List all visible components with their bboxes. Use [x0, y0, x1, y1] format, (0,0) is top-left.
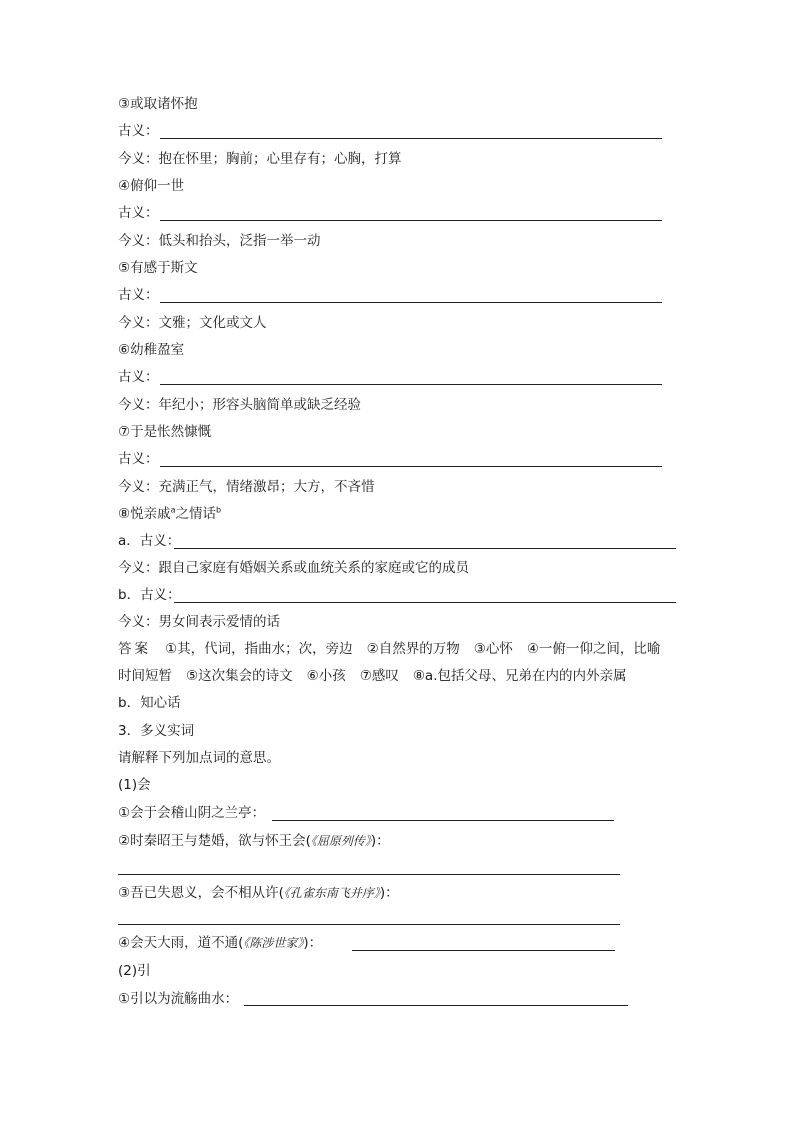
question	[118, 934, 322, 952]
heading-mid: 之情话	[175, 506, 217, 522]
jin-yi-text: 今义：抱在怀里；胸前；心里存有；心胸，打算	[118, 151, 402, 167]
answer-part: ④一俯一仰之间，比喻	[526, 641, 661, 657]
question: ①引以为流觞曲水：	[118, 991, 239, 1007]
subsection-title: (1)会	[118, 777, 151, 793]
gu-yi-label: 古义：	[118, 287, 159, 303]
answer-blank[interactable]	[160, 466, 662, 467]
gu-yi-label: 古义：	[118, 369, 159, 385]
jin-yi-text: 今义：年纪小；形容头脑简单或缺乏经验	[118, 397, 361, 413]
answer-line-2	[118, 667, 627, 685]
question-text: ③吾已失恩义，会不相从许(	[118, 885, 284, 901]
question: ①会于会稽山阴之兰亭：	[118, 805, 266, 821]
answer-blank[interactable]	[160, 220, 662, 221]
answer-blank[interactable]	[160, 302, 662, 303]
answer-blank[interactable]	[174, 548, 676, 549]
item-heading	[118, 505, 221, 523]
section-instruction: 请解释下列加点词的意思。	[118, 750, 280, 766]
answer-part: ⑤这次集会的诗文	[186, 668, 293, 684]
item-heading: ⑤有感于斯文	[118, 260, 198, 276]
jin-yi-text: 今义：充满正气，情绪激昂；大方，不吝惜	[118, 479, 375, 495]
book-title: 《陈涉世家》	[243, 936, 304, 950]
answer-part: ③心怀	[473, 641, 513, 657]
question-end: )：	[379, 885, 399, 901]
answer-blank[interactable]	[160, 384, 662, 385]
answer-blank[interactable]	[174, 602, 676, 603]
answer-blank[interactable]	[352, 950, 615, 951]
question	[118, 832, 390, 850]
jin-yi-text: 今义：低头和抬头，泛指一举一动	[118, 233, 321, 249]
gu-yi-label-b: b．古义：	[118, 587, 181, 603]
section-title: 3．多义实词	[118, 723, 195, 739]
question-end: )：	[303, 935, 323, 951]
answer-line-1	[118, 640, 660, 658]
heading-main: ⑧悦亲戚	[118, 506, 171, 522]
item-heading: ⑦于是怅然慷慨	[118, 424, 212, 440]
answer-blank[interactable]	[118, 924, 620, 925]
question	[118, 884, 399, 902]
answer-label: 答案	[118, 641, 151, 657]
answer-part: ①其，代词，指曲水；次，旁边	[165, 641, 353, 657]
answer-blank[interactable]	[160, 138, 662, 139]
answer-line-3: b．知心话	[118, 695, 181, 711]
jin-yi-text: 今义：男女间表示爱情的话	[118, 614, 280, 630]
question-text: ②时秦昭王与楚婚，欲与怀王会(	[118, 833, 311, 849]
book-title: 《孔雀东南飞并序》	[283, 886, 380, 900]
answer-part: 时间短暂	[118, 668, 172, 684]
answer-part: ②自然界的万物	[366, 641, 460, 657]
answer-part: ⑥小孩	[306, 668, 346, 684]
book-title: 《屈原列传》	[310, 834, 371, 848]
gu-yi-label-a: a．古义：	[118, 533, 181, 549]
subsection-title: (2)引	[118, 963, 151, 979]
answer-blank[interactable]	[244, 1005, 628, 1006]
item-heading: ④俯仰一世	[118, 178, 185, 194]
answer-part: ⑧a.包括父母、兄弟在内的内外亲属	[412, 668, 627, 684]
question-text: ④会天大雨，道不通(	[118, 935, 244, 951]
marker-b: b	[216, 505, 222, 515]
answer-blank[interactable]	[118, 874, 620, 875]
item-heading: ③或取诸怀抱	[118, 96, 198, 112]
question-end: )：	[370, 833, 390, 849]
answer-blank[interactable]	[272, 820, 614, 821]
marker-a: a	[170, 505, 176, 515]
gu-yi-label: 古义：	[118, 123, 159, 139]
jin-yi-text: 今义：文雅；文化或文人	[118, 315, 267, 331]
item-heading: ⑥幼稚盈室	[118, 342, 185, 358]
gu-yi-label: 古义：	[118, 451, 159, 467]
gu-yi-label: 古义：	[118, 205, 159, 221]
jin-yi-text: 今义：跟自己家庭有婚姻关系或血统关系的家庭或它的成员	[118, 560, 469, 576]
answer-part: ⑦感叹	[359, 668, 399, 684]
